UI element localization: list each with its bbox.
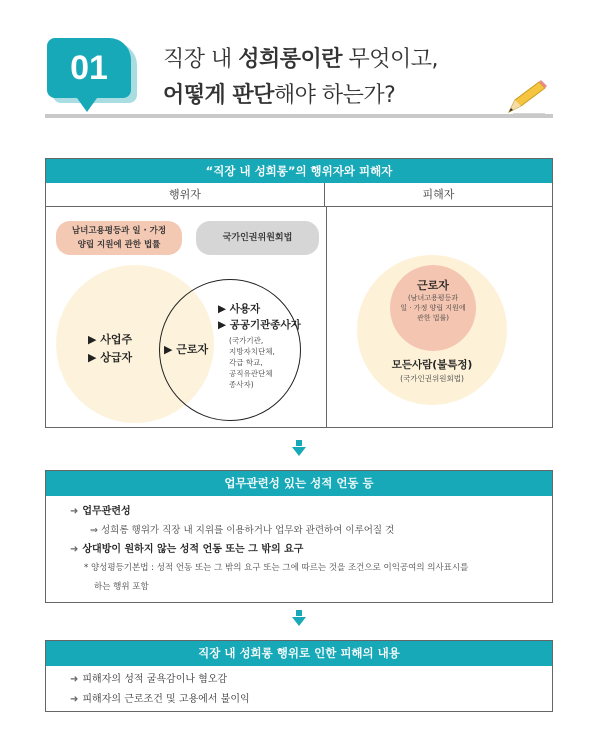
victim-all-sub: (국가인권위원회법) [400,374,464,383]
panel-title: 업무관련성 있는 성적 언동 등 [46,471,552,496]
arrow-right-icon: ➜ [70,694,79,705]
panel-body [46,207,552,427]
title-part: 무엇이고, [342,47,439,72]
title-part: 직장 내 [163,47,239,72]
victim-all-label: 모든사람(불특정) [391,359,473,371]
list-item-label: 상대방이 원하지 않는 성적 언동 또는 그 밖의 요구 [82,544,304,555]
law-label-human-rights: 국가인권위원회법 [196,221,319,255]
panel-title: 직장 내 성희롱 행위로 인한 피해의 내용 [46,641,552,666]
list-item [70,670,552,690]
actor-employer: ▶ 사업주 [88,333,133,346]
detail-line: 각급 학교, [229,358,263,367]
list-item [70,690,552,710]
actor-list-right [218,301,301,333]
detail-line: 공직유관단체 [229,369,273,378]
actor-list-left [88,331,132,367]
column-header-actor: 행위자 [46,183,325,206]
list-item-detail: ⇒ 성희롱 행위가 직장 내 지위를 이용하거나 업무와 관련하여 이루어질 것 [90,525,395,536]
arrow-right-icon: ➜ [70,674,79,685]
law-label-equal-employment [56,221,182,255]
section-number: 01 [70,49,108,87]
column-divider [326,207,327,427]
list-item [70,502,552,521]
actor-public-official: ▶ 공공기관종사자 [218,319,301,331]
panel-body [46,666,552,710]
footnote: * 양성평등기본법 : 성적 언동 또는 그 밖의 요구 또는 그에 따르는 것을 조건으로 이익공여의 의사표시를 [84,563,469,573]
list-item-label: 피해자의 성적 굴욕감이나 혐오감 [82,674,228,685]
header-underline [45,114,553,118]
panel-body [46,496,552,597]
list-item-label: 업무관련성 [82,506,131,517]
conduct-panel [45,470,553,603]
list-item [70,540,552,559]
list-item-label: 피해자의 근로조건 및 고용에서 불이익 [82,694,250,705]
detail-line: (국가기관, [229,336,264,345]
law-label-line: 양립 지원에 관한 법률 [77,240,161,250]
detail-line: 종사자) [229,380,254,389]
actor-worker: ▶ 근로자 [164,343,209,356]
detail-line: 지방자치단체, [229,347,275,356]
column-header-victim: 피해자 [422,188,455,201]
actor-supervisor: ▶ 상급자 [88,351,133,364]
sub-line: 일 · 가정 양립 지원에 [400,304,466,312]
actor-victim-panel [45,158,553,428]
actor-user: ▶ 사용자 [218,303,261,315]
pencil-icon [505,80,549,116]
victim-worker-label: 근로자 [417,279,449,292]
title-part-bold: 어떻게 판단 [163,83,274,108]
arrow-right-icon: ➜ [70,544,79,555]
title-part-bold: 성희롱이란 [238,47,343,72]
sub-line: (남녀고용평등과 [407,294,459,302]
column-headers [46,183,552,207]
page-title [163,42,438,114]
victim-worker-sub [390,293,476,323]
title-part: 해야 하는가? [273,83,396,108]
damage-panel [45,640,553,712]
arrow-right-icon: ➜ [70,506,79,517]
sub-line: 관한 법률) [416,314,449,322]
public-official-details [229,335,275,390]
panel-title: “직장 내 성희롱”의 행위자와 피해자 [46,159,552,183]
law-label-line: 남녀고용평등과 일 · 가정 [71,226,167,236]
arrow-down-icon [292,617,306,626]
footnote-continued: 하는 행위 포함 [94,582,149,592]
arrow-down-icon [292,447,306,456]
